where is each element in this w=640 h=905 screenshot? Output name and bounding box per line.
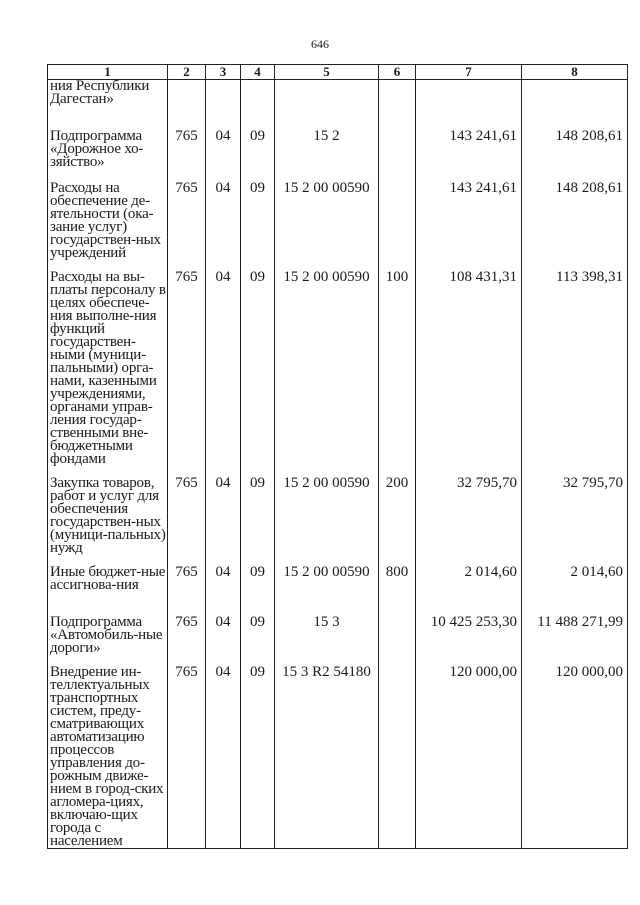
ministry-code [168,80,206,131]
row-name: Закупка товаров, работ и услуг для обеспечения государствен-ных (муници-пальных) нужд [48,477,168,566]
target-article-code: 15 3 [275,616,379,666]
amount-year-1 [416,80,522,131]
section-code: 04 [206,271,241,477]
target-article-code [275,80,379,131]
budget-table [47,64,628,849]
expense-type-code [379,80,416,131]
column-header-8: 8 [522,65,628,80]
row-name: Внедрение ин-теллектуальных транспортных систем, преду-сматривающих автоматизацию процессов управления до-рожным движе-нием в город-ских агломера-циях, включаю-щих города с населением [48,666,168,849]
target-article-code: 15 2 00 00590 [275,477,379,566]
amount-year-2 [522,80,628,131]
section-code: 04 [206,666,241,849]
subsection-code: 09 [241,477,275,566]
target-article-code: 15 2 00 00590 [275,566,379,616]
row-name: Подпрограмма «Автомобиль-ные дороги» [48,616,168,666]
target-article-code: 15 3 R2 54180 [275,666,379,849]
table-row [48,666,628,849]
section-code: 04 [206,477,241,566]
ministry-code: 765 [168,666,206,849]
section-code [206,80,241,131]
target-article-code: 15 2 00 00590 [275,271,379,477]
expense-type-code: 200 [379,477,416,566]
amount-year-2: 148 208,61 [522,130,628,182]
table-row [48,80,628,131]
row-name: ния Республики Дагестан» [48,80,168,131]
section-code: 04 [206,130,241,182]
table-row [48,130,628,182]
target-article-code: 15 2 00 00590 [275,182,379,271]
ministry-code: 765 [168,130,206,182]
amount-year-2: 32 795,70 [522,477,628,566]
section-code: 04 [206,616,241,666]
amount-year-1: 143 241,61 [416,182,522,271]
section-code: 04 [206,566,241,616]
row-name: Подпрограмма «Дорожное хо-зяйство» [48,130,168,182]
expense-type-code [379,666,416,849]
subsection-code: 09 [241,130,275,182]
budget-table-container [47,64,627,849]
amount-year-2: 113 398,31 [522,271,628,477]
table-row [48,616,628,666]
subsection-code: 09 [241,666,275,849]
row-name: Расходы на вы-платы персоналу в целях обеспече-ния выполне-ния функций государствен-ными (муници-пальными) орга-нами, казенными учреждениями, органами управ-ления государ-ственными вне-бюджетными фондами [48,271,168,477]
subsection-code [241,80,275,131]
ministry-code: 765 [168,477,206,566]
subsection-code: 09 [241,182,275,271]
section-code: 04 [206,182,241,271]
expense-type-code [379,182,416,271]
column-header-4: 4 [241,65,275,80]
subsection-code: 09 [241,271,275,477]
column-header-3: 3 [206,65,241,80]
amount-year-1: 120 000,00 [416,666,522,849]
expense-type-code: 800 [379,566,416,616]
row-name: Иные бюджет-ные ассигнова-ния [48,566,168,616]
amount-year-1: 143 241,61 [416,130,522,182]
amount-year-1: 2 014,60 [416,566,522,616]
column-header-2: 2 [168,65,206,80]
amount-year-1: 32 795,70 [416,477,522,566]
table-row [48,271,628,477]
row-name: Расходы на обеспечение де-ятельности (ока-зание услуг) государствен-ных учреждений [48,182,168,271]
target-article-code: 15 2 [275,130,379,182]
column-header-6: 6 [379,65,416,80]
amount-year-2: 11 488 271,99 [522,616,628,666]
amount-year-1: 108 431,31 [416,271,522,477]
expense-type-code [379,130,416,182]
amount-year-2: 2 014,60 [522,566,628,616]
amount-year-1: 10 425 253,30 [416,616,522,666]
page-number: 646 [311,37,329,51]
expense-type-code [379,616,416,666]
column-header-5: 5 [275,65,379,80]
table-row [48,566,628,616]
ministry-code: 765 [168,616,206,666]
expense-type-code: 100 [379,271,416,477]
amount-year-2: 120 000,00 [522,666,628,849]
column-header-7: 7 [416,65,522,80]
table-row [48,477,628,566]
subsection-code: 09 [241,566,275,616]
ministry-code: 765 [168,182,206,271]
column-header-1: 1 [48,65,168,80]
ministry-code: 765 [168,566,206,616]
amount-year-2: 148 208,61 [522,182,628,271]
ministry-code: 765 [168,271,206,477]
subsection-code: 09 [241,616,275,666]
table-row [48,182,628,271]
